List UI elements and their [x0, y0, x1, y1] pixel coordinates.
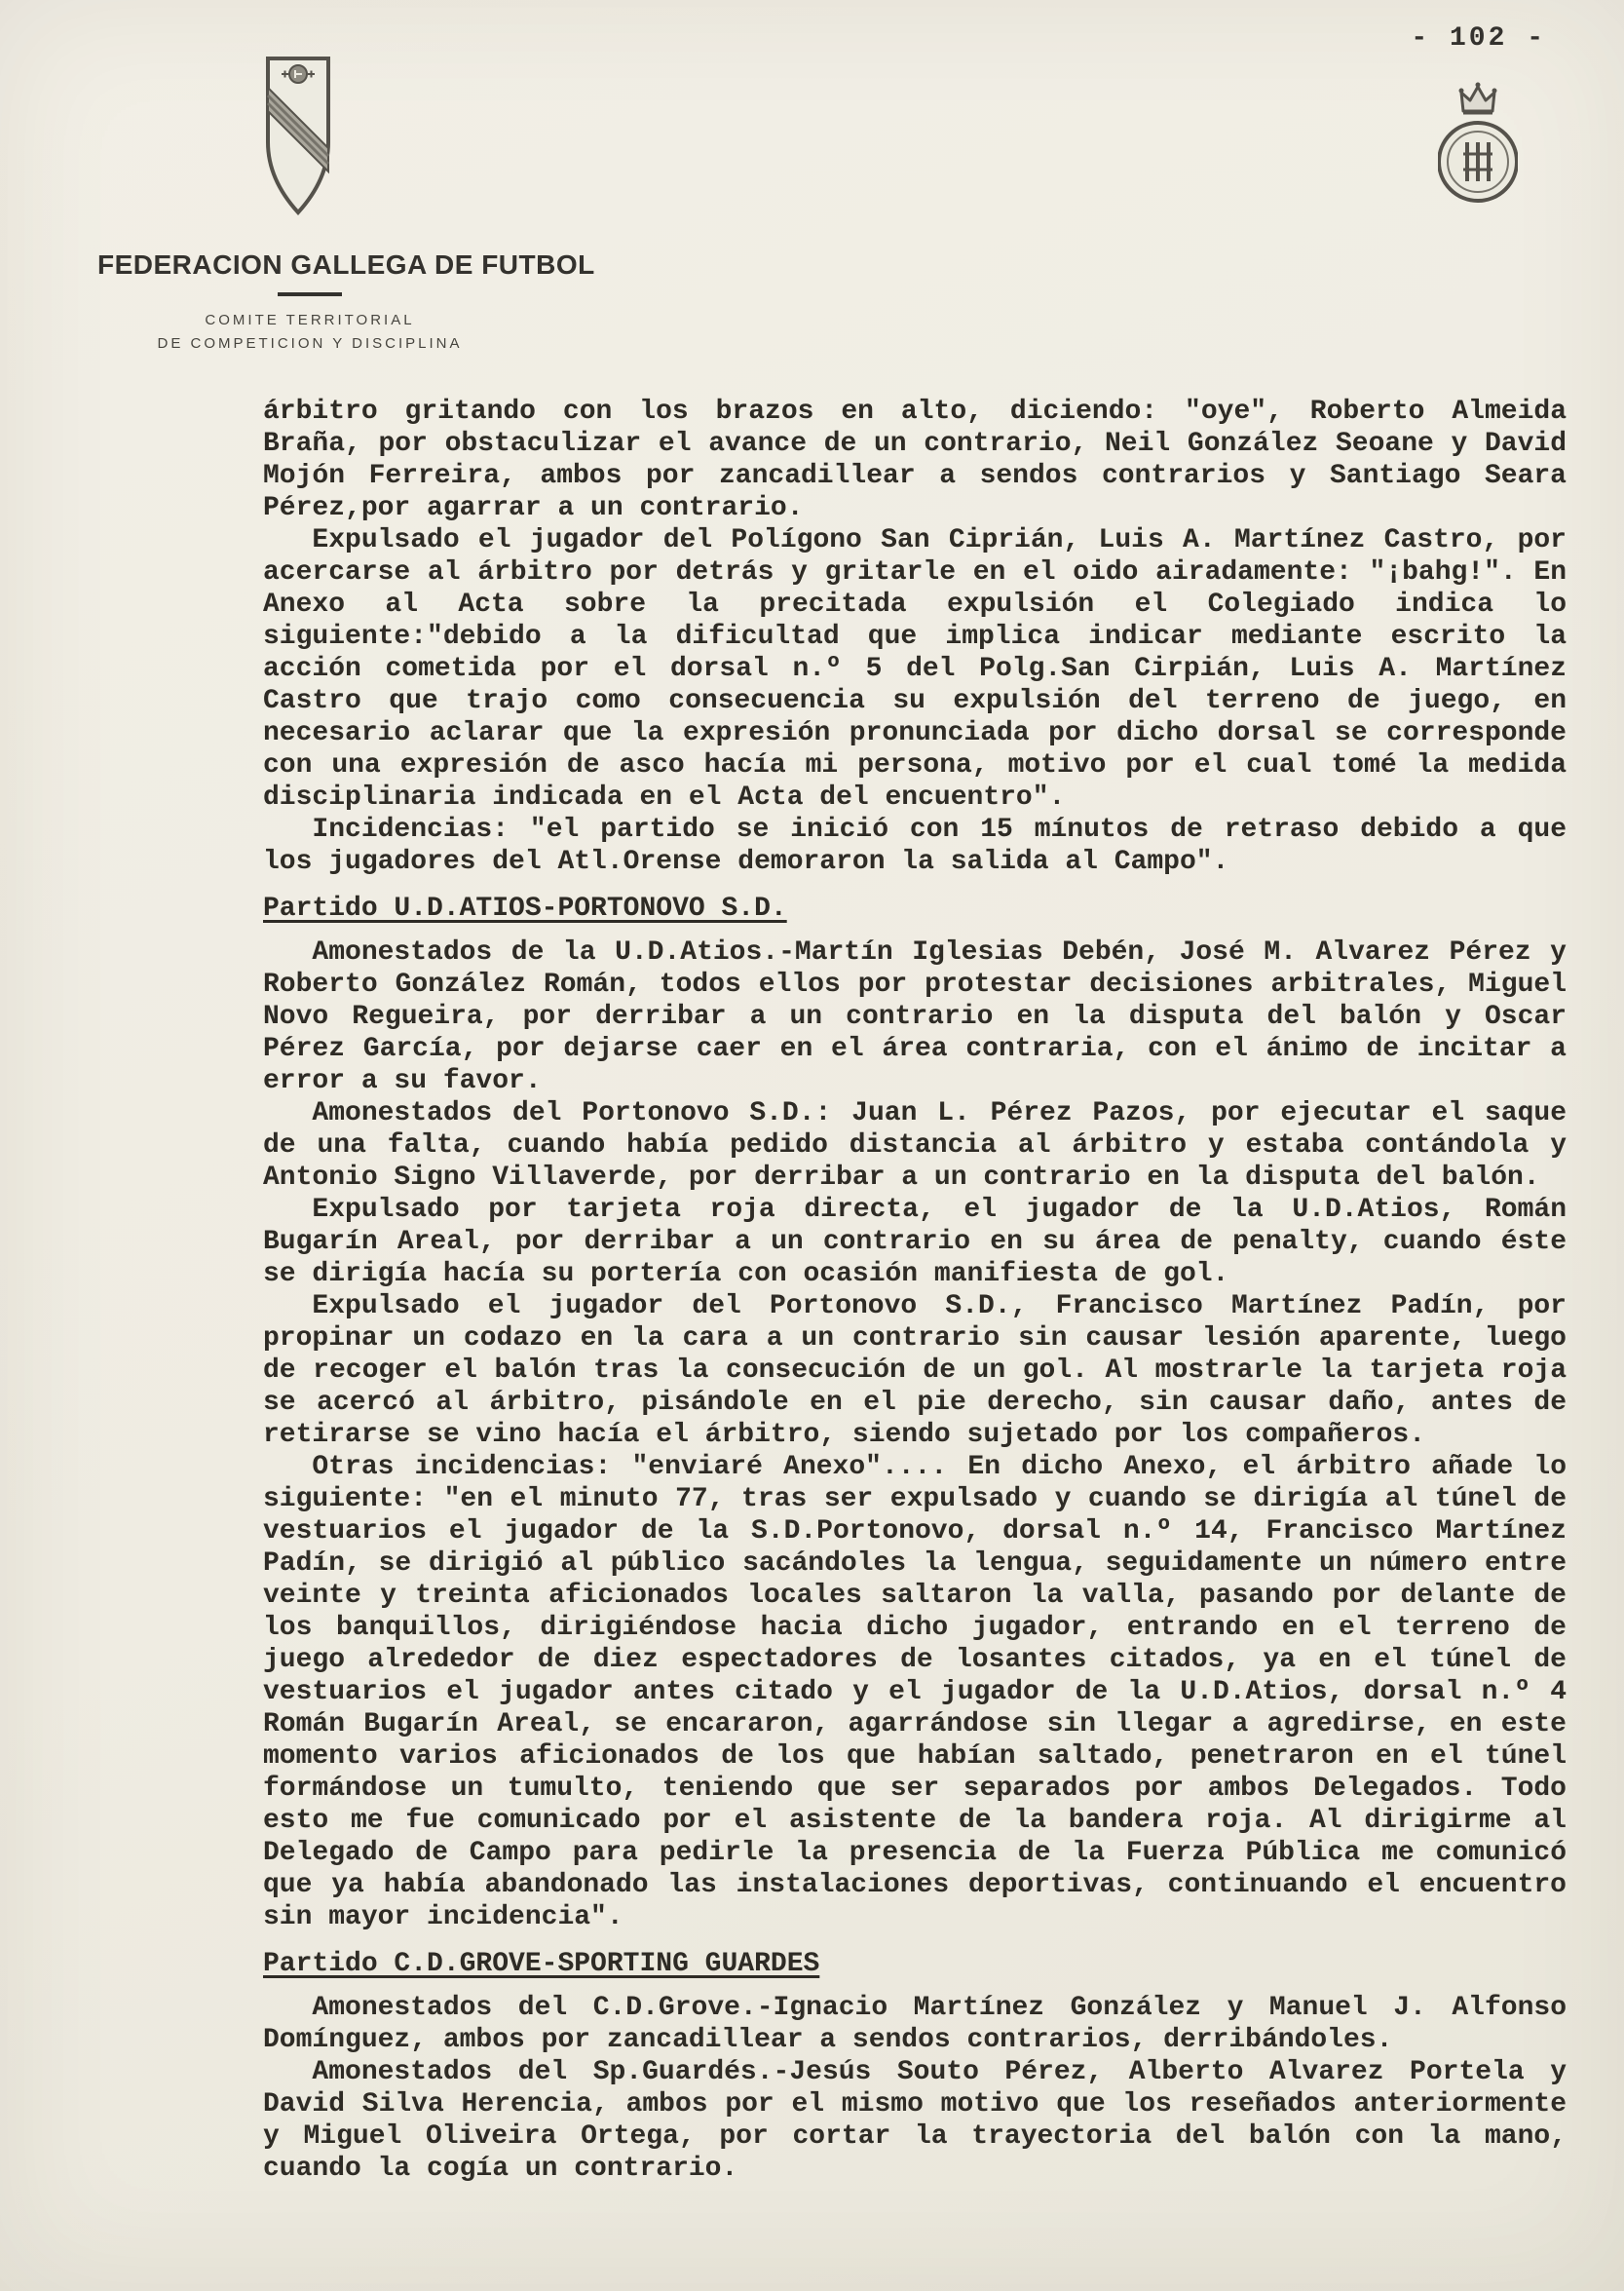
paragraph-otras-incidencias: Otras incidencias: "enviaré Anexo".... En dicho Anexo, el árbitro añade lo siguiente: "en el minuto 77, tras ser expulsado y cuando se dirigía al túnel de vestuarios el jugador de la S.D.Portonovo, dorsal n.º 14, Francisco Martínez Padín, se dirigió al público sacándoles la lengua, seguidamente un número entre veinte y treinta aficionados locales saltaron la valla, pasando por delante de los banquillos, dirigiéndose hacia dicho jugador, entrando en el terreno de juego alrededor de diez espectadores de losantes citados, ya en el túnel de vestuarios el jugador antes citado y el jugador de la U.D.Atios, dorsal n.º 4 Román Bugarín Areal, se encararon, agarrándose sin llegar a agredirse, en este momento varios aficionados de los que habían saltado, penetraron en el túnel formándose un tumulto, teniendo que ser separados por ambos Delegados. Todo esto me fue comunicado por el asistente de la bandera roja. Al dirigirme al Delegado de Campo para pedirle la presencia de la Fuerza Pública me comunicó que ya había abandonado las instalaciones deportivas, continuando el encuentro sin mayor incidencia". [263, 1452, 1567, 1932]
organization-name: FEDERACION GALLEGA DE FUTBOL [97, 249, 595, 280]
paragraph-amonestados-atios: Amonestados de la U.D.Atios.-Martín Iglesias Debén, José M. Alvarez Pérez y Roberto González Román, todos ellos por protestar decisiones arbitrales, Miguel Novo Regueira, por derribar a un contrario en la disputa del balón y Oscar Pérez García, por dejarse caer en el área contraria, con el ánimo de incitar a error a su favor. [263, 937, 1567, 1096]
page-number: - 102 - [1411, 23, 1546, 54]
committee-line-2: DE COMPETICION Y DISCIPLINA [157, 335, 463, 352]
section-heading-atios-portonovo: Partido U.D.ATIOS-PORTONOVO S.D. [263, 894, 787, 924]
paragraph-incidencias: Incidencias: "el partido se inició con 15 mínutos de retraso debido a que los jugadores del Atl.Orense demoraron la salida al Campo". [263, 815, 1567, 877]
paragraph-amonestados-grove: Amonestados del C.D.Grove.-Ignacio Martínez González y Manuel J. Alfonso Domínguez, ambos por zancadillear a sendos contrarios, derribándoles. [263, 1993, 1567, 2055]
crowned-federation-crest-icon [1438, 80, 1518, 213]
section-heading-grove-guardes: Partido C.D.GROVE-SPORTING GUARDES [263, 1949, 820, 1979]
document-body [263, 396, 1567, 2185]
paragraph-amonestados-guardes: Amonestados del Sp.Guardés.-Jesús Souto Pérez, Alberto Alvarez Portela y David Silva Herencia, ambos por el mismo motivo que los reseñados anteriormente y Miguel Oliveira Ortega, por cortar la trayectoria del balón con la mano, cuando la cogía un contrario. [263, 2057, 1567, 2184]
paragraph-amonestados-portonovo: Amonestados del Portonovo S.D.: Juan L. Pérez Pazos, por ejecutar el saque de una falta, cuando había pedido distancia al árbitro y estaba contándola y Antonio Signo Villaverde, por derribar a un contrario en la disputa del balón. [263, 1098, 1567, 1193]
paragraph-continuation: árbitro gritando con los brazos en alto, diciendo: "oye", Roberto Almeida Braña, por obstaculizar el avance de un contrario, Neil González Seoane y David Mojón Ferreira, ambos por zancadillear a sendos contrarios y Santiago Seara Pérez,por agarrar a un contrario. [263, 397, 1567, 523]
letterhead-divider [278, 292, 342, 296]
paragraph-expulsado-poligono: Expulsado el jugador del Polígono San Ciprián, Luis A. Martínez Castro, por acercarse al árbitro por detrás y gritarle en el oido airadamente: "¡bahg!". En Anexo al Acta sobre la precitada expulsión el Colegiado indica lo siguiente:"debido a la dificultad que implica indicar mediante escrito la acción cometida por el dorsal n.º 5 del Polg.San Cirpián, Luis A. Martínez Castro que trajo como consecuencia su expulsión del terreno de juego, en necesario aclarar que la expresión pronunciada por dicho dorsal se corresponde con una expresión de asco hacía mi persona, motivo por el cual tomé la medida disciplinaria indicada en el Acta del encuentro". [263, 525, 1567, 813]
paragraph-expulsado-tarjeta-roja: Expulsado por tarjeta roja directa, el jugador de la U.D.Atios, Román Bugarín Areal, por derribar a un contrario en su área de penalty, cuando éste se dirigía hacía su portería con ocasión manifiesta de gol. [263, 1195, 1567, 1289]
letterhead [97, 249, 595, 352]
paragraph-expulsado-portonovo: Expulsado el jugador del Portonovo S.D., Francisco Martínez Padín, por propinar un codazo en la cara a un contrario sin causar lesión aparente, luego de recoger el balón tras la consecución de un gol. Al mostrarle la tarjeta roja se acercó al árbitro, pisándole en el pie derecho, sin causar daño, antes de retirarse se vino hacía el árbitro, siendo sujetado por los compañeros. [263, 1291, 1567, 1450]
committee-line-1: COMITE TERRITORIAL [205, 312, 415, 328]
federacion-gallega-crest-icon [259, 53, 337, 225]
